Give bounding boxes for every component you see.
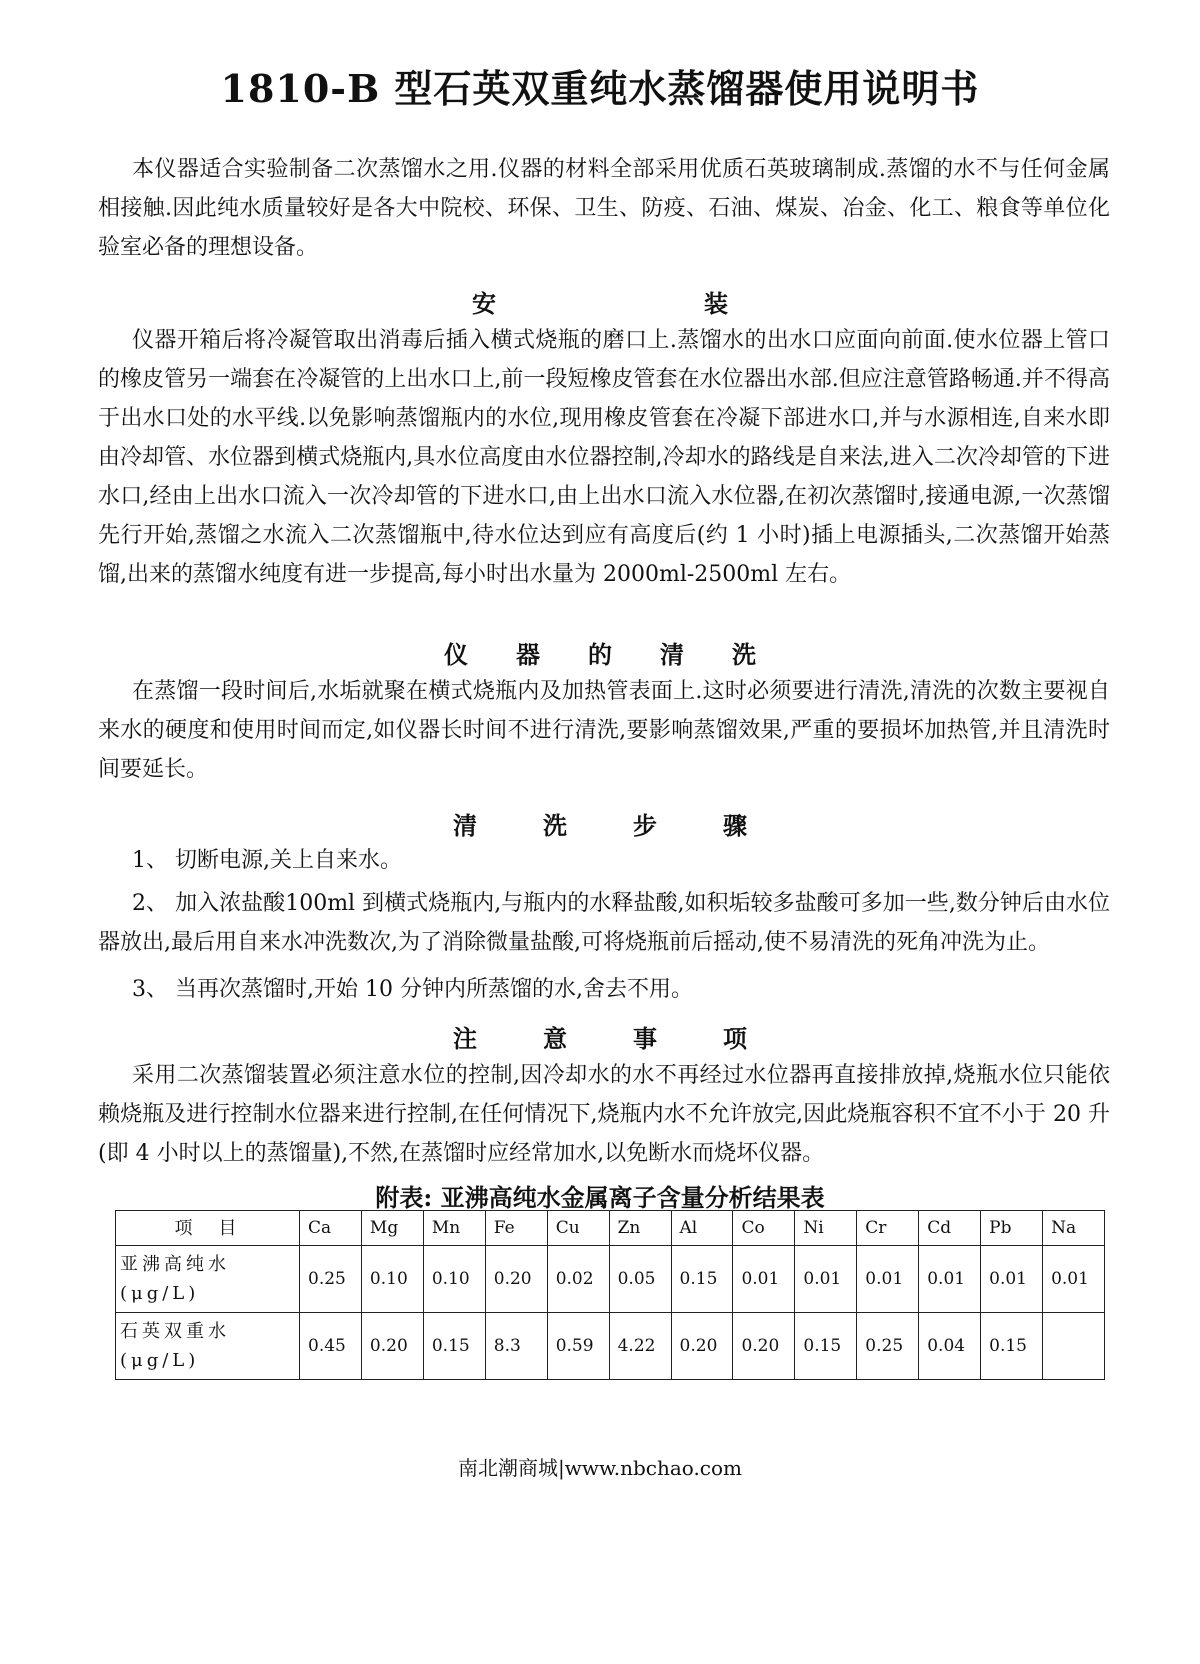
table-cell: 0.10: [361, 1246, 423, 1313]
table-cell: 0.01: [733, 1246, 795, 1313]
table-cell: 8.3: [485, 1313, 547, 1380]
heading-char: 洗: [543, 811, 567, 840]
step-item: 3、 当再次蒸馏时,开始 10 分钟内所蒸馏的水,舍去不用。: [132, 977, 693, 1002]
analysis-table: [115, 1210, 1105, 1380]
table-cell: 0.04: [919, 1313, 981, 1380]
table-cell: 0.15: [795, 1313, 857, 1380]
table-cell: 0.25: [857, 1313, 919, 1380]
heading-char: 的: [588, 640, 612, 669]
section-heading-notes: [0, 1019, 1200, 1054]
table-header-cell: 项 目: [116, 1211, 300, 1246]
table-cell: 0.01: [919, 1246, 981, 1313]
table-header-cell: Pb: [981, 1211, 1043, 1246]
table-cell: 0.20: [671, 1313, 733, 1380]
table-cell: 0.05: [609, 1246, 671, 1313]
heading-char: 装: [704, 289, 728, 318]
heading-char: 事: [633, 1024, 657, 1053]
section-heading-install: [0, 284, 1200, 319]
table-header-cell: Ni: [795, 1211, 857, 1246]
heading-char: 清: [660, 640, 684, 669]
table-header-cell: Fe: [485, 1211, 547, 1246]
heading-char: 洗: [732, 640, 756, 669]
table-header-cell: Zn: [609, 1211, 671, 1246]
step-item: 2、 加入浓盐酸100ml 到横式烧瓶内,与瓶内的水释盐酸,如积垢较多盐酸可多加一些,数分钟后由水位器放出,最后用自来水冲洗数次,为了消除微量盐酸,可将烧瓶前后摇动,使不易清洗的死角冲洗为止。: [98, 891, 1110, 955]
table-cell: 0.01: [795, 1246, 857, 1313]
table-header-cell: Mg: [361, 1211, 423, 1246]
table-header-cell: Ca: [300, 1211, 362, 1246]
table-title: 附表: 亚沸高纯水金属离子含量分析结果表: [375, 1183, 825, 1212]
notes-paragraph: 采用二次蒸馏装置必须注意水位的控制,因冷却水的水不再经过水位器再直接排放掉,烧瓶水位只能依赖烧瓶及进行控制水位器来进行控制,在任何情况下,烧瓶内水不允许放完,因此烧瓶容积不宜不小于 20 升(即 4 小时以上的蒸馏量),不然,在蒸馏时应经常加水,以免断水而烧坏仪器。: [98, 1063, 1110, 1166]
table-cell: 0.20: [485, 1246, 547, 1313]
table-header-cell: Cr: [857, 1211, 919, 1246]
table-cell: 0.15: [423, 1313, 485, 1380]
table-header-cell: Al: [671, 1211, 733, 1246]
table-cell: 0.25: [300, 1246, 362, 1313]
table-row: [116, 1246, 1105, 1313]
cleaning-paragraph: 在蒸馏一段时间后,水垢就聚在横式烧瓶内及加热管表面上.这时必须要进行清洗,清洗的次数主要视自来水的硬度和使用时间而定,如仪器长时间不进行清洗,要影响蒸馏效果,严重的要损坏加热管,并且清洗时间要延长。: [98, 679, 1110, 782]
table-cell: 0.10: [423, 1246, 485, 1313]
table-header-cell: Cd: [919, 1211, 981, 1246]
footer-site-link[interactable]: 南北潮商城|www.nbchao.com: [457, 1456, 743, 1480]
heading-char: 步: [633, 811, 657, 840]
table-header-row: [116, 1211, 1105, 1246]
table-cell: 0.01: [857, 1246, 919, 1313]
table-cell: 0.15: [981, 1313, 1043, 1380]
table-cell: 0.20: [361, 1313, 423, 1380]
heading-char: 仪: [444, 640, 468, 669]
table-cell: 0.01: [1043, 1246, 1105, 1313]
install-paragraph: 仪器开箱后将冷凝管取出消毒后插入横式烧瓶的磨口上.蒸馏水的出水口应面向前面.使水位器上管口的橡皮管另一端套在冷凝管的上出水口上,前一段短橡皮管套在水位器出水部.但应注意管路畅通.并不得高于出水口处的水平线.以免影响蒸馏瓶内的水位,现用橡皮管套在冷凝下部进水口,并与水源相连,自来水即由冷却管、水位器到横式烧瓶内,具水位高度由水位器控制,冷却水的路线是自来法,进入二次冷却管的下进水口,经由上出水口流入一次冷却管的下进水口,由上出水口流入水位器,在初次蒸馏时,接通电源,一次蒸馏先行开始,蒸馏之水流入二次蒸馏瓶中,待水位达到应有高度后(约 1 小时)插上电源插头,二次蒸馏开始蒸馏,出来的蒸馏水纯度有进一步提高,每小时出水量为 2000ml-2500ml 左右。: [98, 328, 1110, 587]
heading-char: 安: [472, 289, 496, 318]
table-row-label: 石英双重水(μg/L): [116, 1313, 300, 1380]
intro-paragraph: 本仪器适合实验制备二次蒸馏水之用.仪器的材料全部采用优质石英玻璃制成.蒸馏的水不与任何金属相接触.因此纯水质量较好是各大中院校、环保、卫生、防疫、石油、煤炭、冶金、化工、粮食等单位化验室必备的理想设备。: [98, 157, 1110, 260]
table-header-cell: Co: [733, 1211, 795, 1246]
table-header-cell: Cu: [547, 1211, 609, 1246]
table-cell: 4.22: [609, 1313, 671, 1380]
step-item: 1、 切断电源,关上自来水。: [132, 848, 402, 873]
table-cell: 0.45: [300, 1313, 362, 1380]
table-row: [116, 1313, 1105, 1380]
table-cell: 0.15: [671, 1246, 733, 1313]
table-cell: 0.20: [733, 1313, 795, 1380]
section-heading-steps: [0, 806, 1200, 841]
table-header-cell: Mn: [423, 1211, 485, 1246]
heading-char: 项: [723, 1024, 747, 1053]
table-row-label: 亚沸高纯水(μg/L): [116, 1246, 300, 1313]
page-title: 1810-B 型石英双重纯水蒸馏器使用说明书: [220, 66, 980, 111]
heading-char: 清: [453, 811, 477, 840]
table-cell: 0.01: [981, 1246, 1043, 1313]
heading-char: 注: [453, 1024, 477, 1053]
section-heading-cleaning: [0, 635, 1200, 670]
table-cell: 0.59: [547, 1313, 609, 1380]
table-cell: 0.02: [547, 1246, 609, 1313]
heading-char: 器: [516, 640, 540, 669]
heading-char: 意: [543, 1024, 567, 1053]
heading-char: 骤: [723, 811, 747, 840]
table-cell: [1043, 1313, 1105, 1380]
table-header-cell: Na: [1043, 1211, 1105, 1246]
